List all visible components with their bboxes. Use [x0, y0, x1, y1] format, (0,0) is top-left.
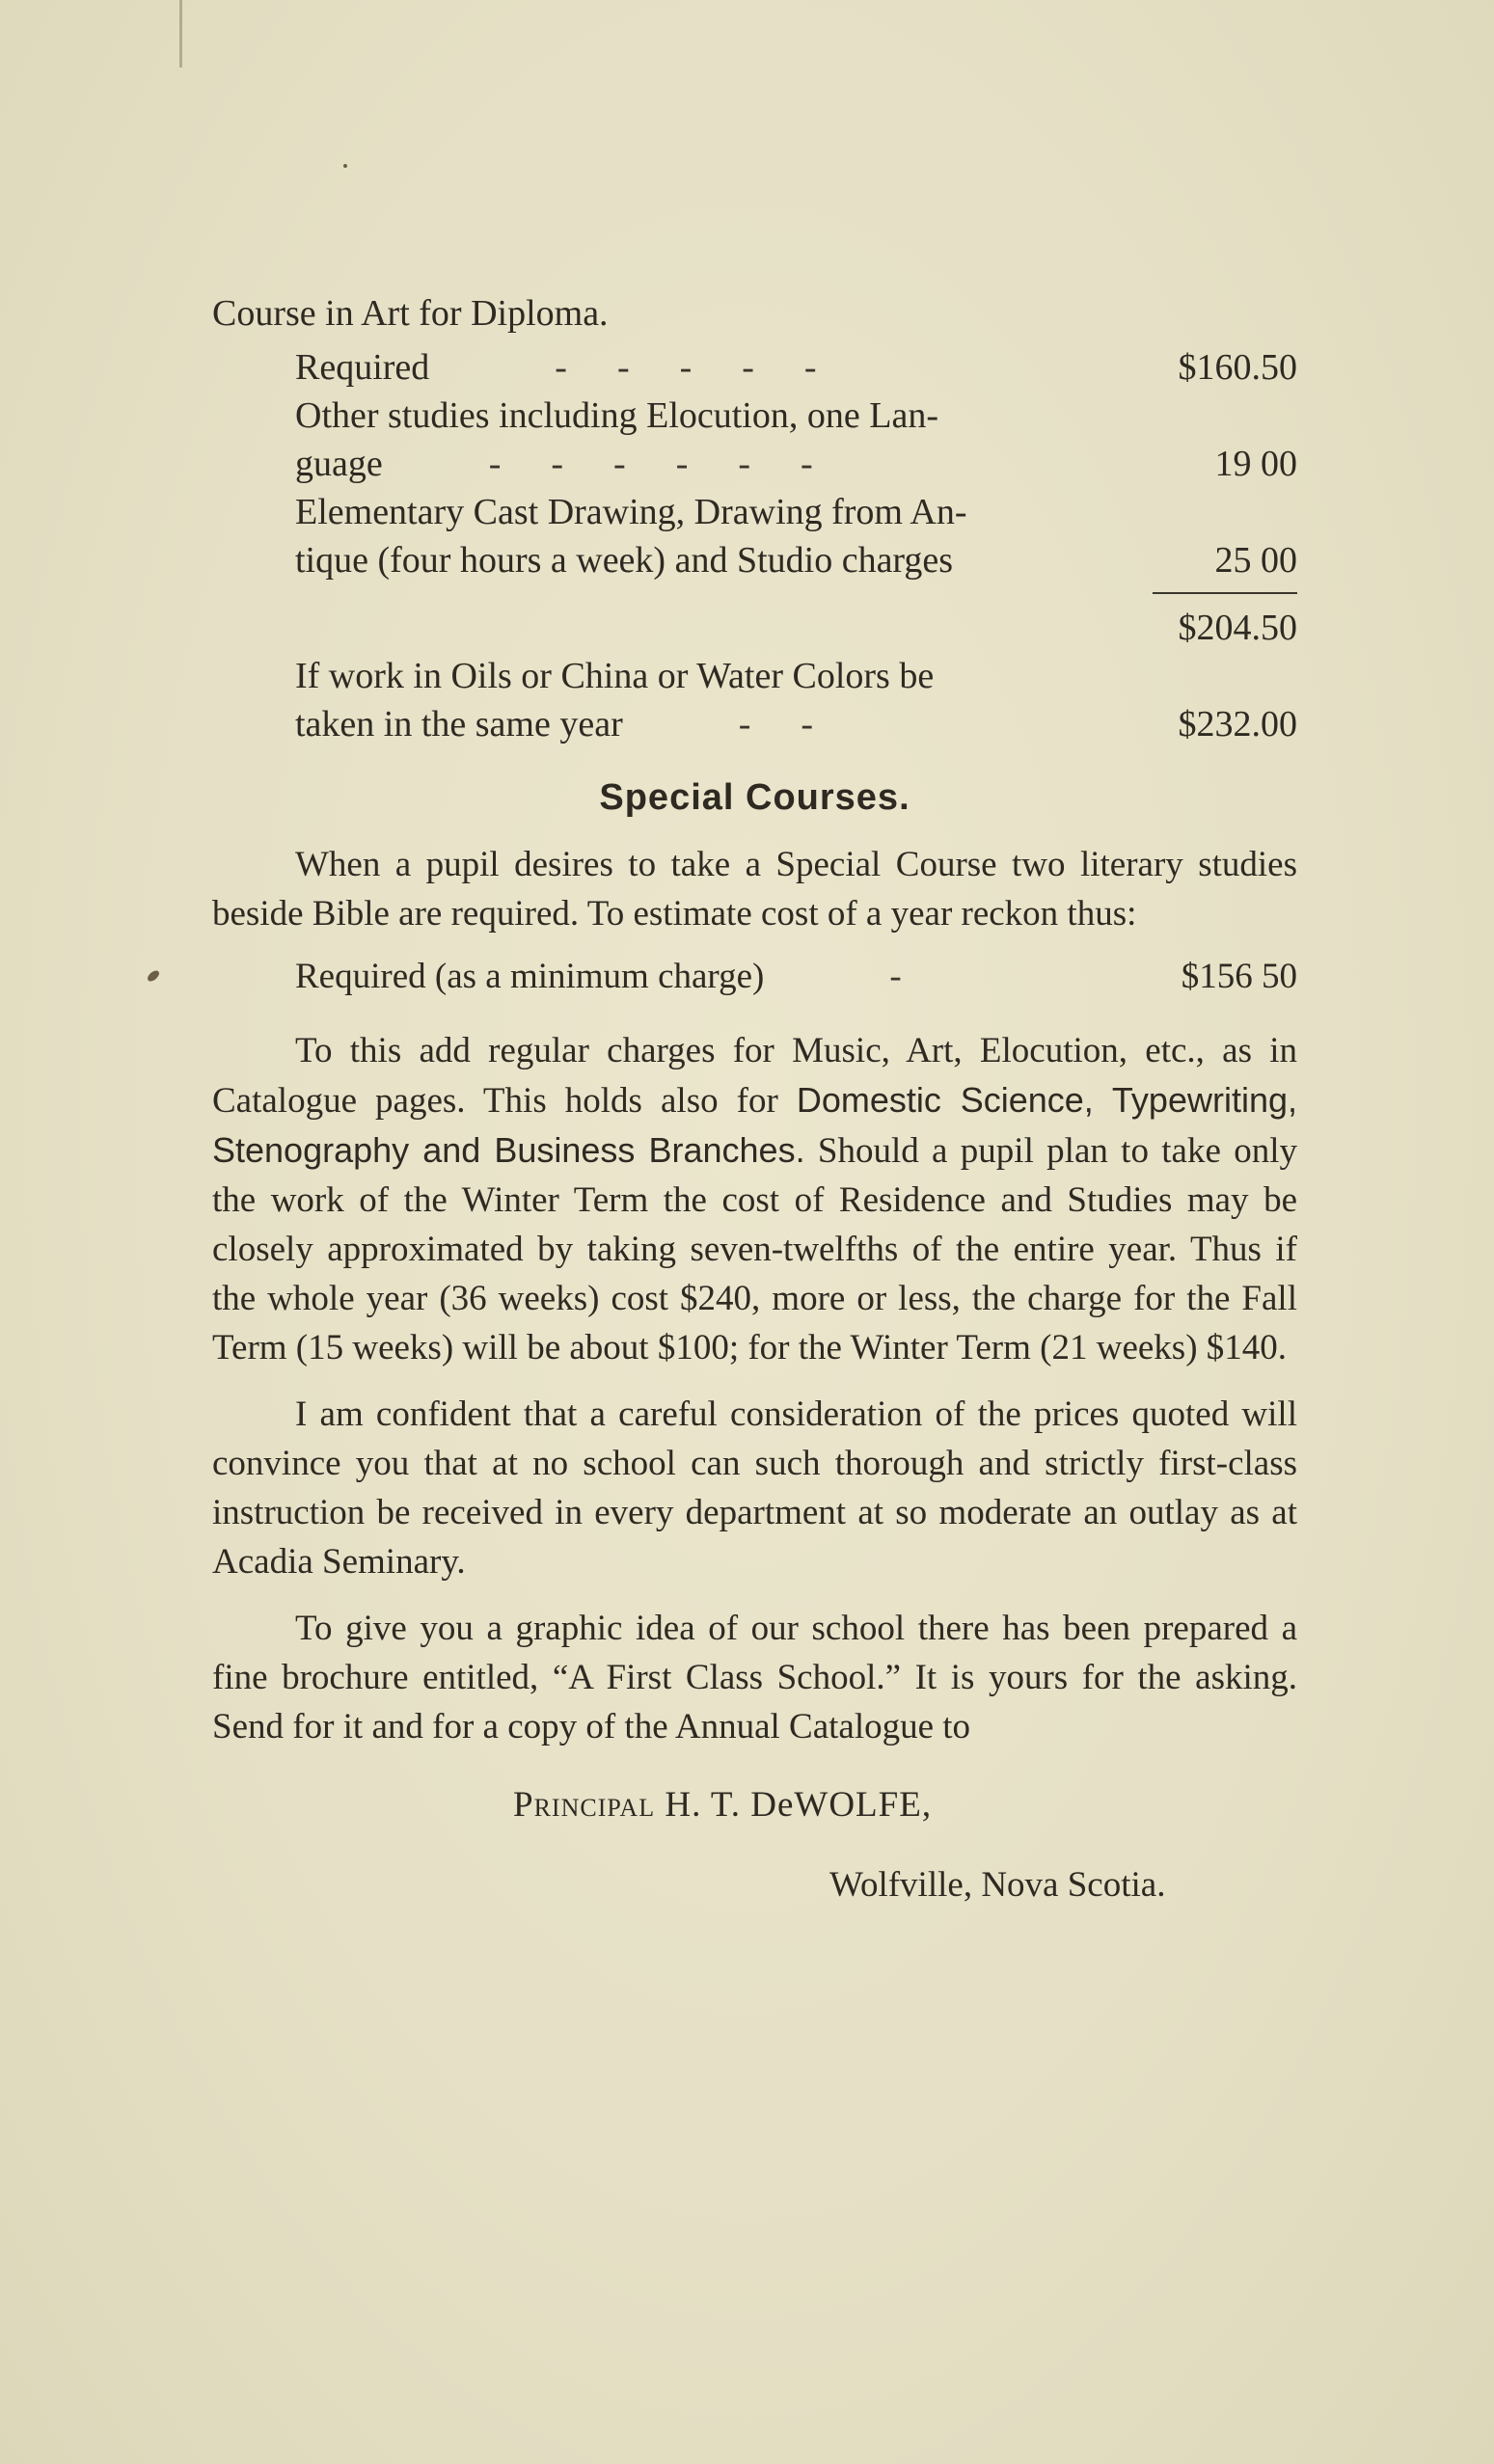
fee-label: Required (as a minimum charge)	[295, 957, 765, 996]
fee-row-cast-drawing-2	[212, 536, 1297, 584]
total-rule	[212, 592, 1297, 594]
fee-row-required: Required ----- $160.50	[212, 343, 1297, 392]
fee-row-total	[212, 604, 1297, 652]
signature-title: Principal	[513, 1785, 656, 1825]
fee-row-other-studies-1	[212, 392, 1297, 440]
special-paragraph-1: When a pupil desires to take a Special Course two literary studies beside Bible are required. To estimate cost of a year reckon thus:	[212, 845, 1297, 934]
paragraph-text: To this add regular charges for Music, Art, Elocution, etc., as in Catalogue pages. This holds also for	[212, 1031, 1297, 1121]
fee-label: If work in Oils or China or Water Colors be	[295, 656, 935, 696]
minimum-charge-row: Required (as a minimum charge) - $156 50	[295, 957, 1297, 996]
fee-label: taken in the same year	[295, 704, 623, 745]
signature-name: H. T. DeWOLFE,	[665, 1785, 933, 1825]
signature-principal	[212, 1784, 1297, 1826]
fee-amount: $232.00	[1178, 704, 1297, 745]
fee-amount: 19 00	[1214, 444, 1297, 484]
fee-row-extra-1	[212, 652, 1297, 700]
fee-amount: $156 50	[1181, 957, 1297, 996]
fee-row-cast-drawing-1	[212, 488, 1297, 536]
paragraph-text: Should a pupil plan to take only the work of the Winter Term the cost of Residence and Studies may be closely approximated by taking seven-twelfths of the entire year. Thus if the whole year (36 weeks) cost $240, more or less, the charge for the Fall Term (15 weeks) will be about $100; for the Winter Term (21 weeks) $140.	[212, 1131, 1297, 1367]
special-paragraph-2	[212, 1026, 1297, 1372]
paper-edge-mark	[179, 0, 182, 68]
fee-total: $204.50	[1178, 608, 1297, 648]
fee-label: Other studies including Elocution, one Lan-	[295, 395, 938, 436]
special-paragraph-3: I am confident that a careful consideration of the prices quoted will convince you that at no school can such thorough and strictly first-class instruction be received in every department at so moderate an outlay as at Acadia Seminary.	[212, 1394, 1297, 1582]
ink-speck	[146, 968, 161, 983]
art-course-heading: Course in Art for Diploma.	[212, 293, 609, 334]
ink-speck	[343, 164, 347, 168]
paragraph-text-sans: Domestic Science, Typewriting, Stenography and Business Branches.	[212, 1080, 1297, 1170]
page-content	[212, 289, 1297, 1906]
fee-amount: $160.50	[1178, 347, 1297, 388]
fee-label: guage	[295, 444, 383, 484]
fee-label: Elementary Cast Drawing, Drawing from An-	[295, 492, 967, 532]
fee-row-extra-2: taken in the same year -- $232.00	[212, 700, 1297, 748]
fee-row-other-studies-2: guage ------ 19 00	[212, 440, 1297, 488]
fee-amount: 25 00	[1214, 540, 1297, 581]
signature-location: Wolfville, Nova Scotia.	[829, 1865, 1166, 1905]
special-courses-heading: Special Courses.	[599, 777, 910, 818]
special-paragraph-4: To give you a graphic idea of our school there has been prepared a fine brochure entitled, “A First Class School.” It is yours for the asking. Send for it and for a copy of the Annual Catalogue to	[212, 1609, 1297, 1746]
fee-label: Required	[295, 347, 430, 388]
fee-label: tique (four hours a week) and Studio charges	[295, 540, 954, 581]
